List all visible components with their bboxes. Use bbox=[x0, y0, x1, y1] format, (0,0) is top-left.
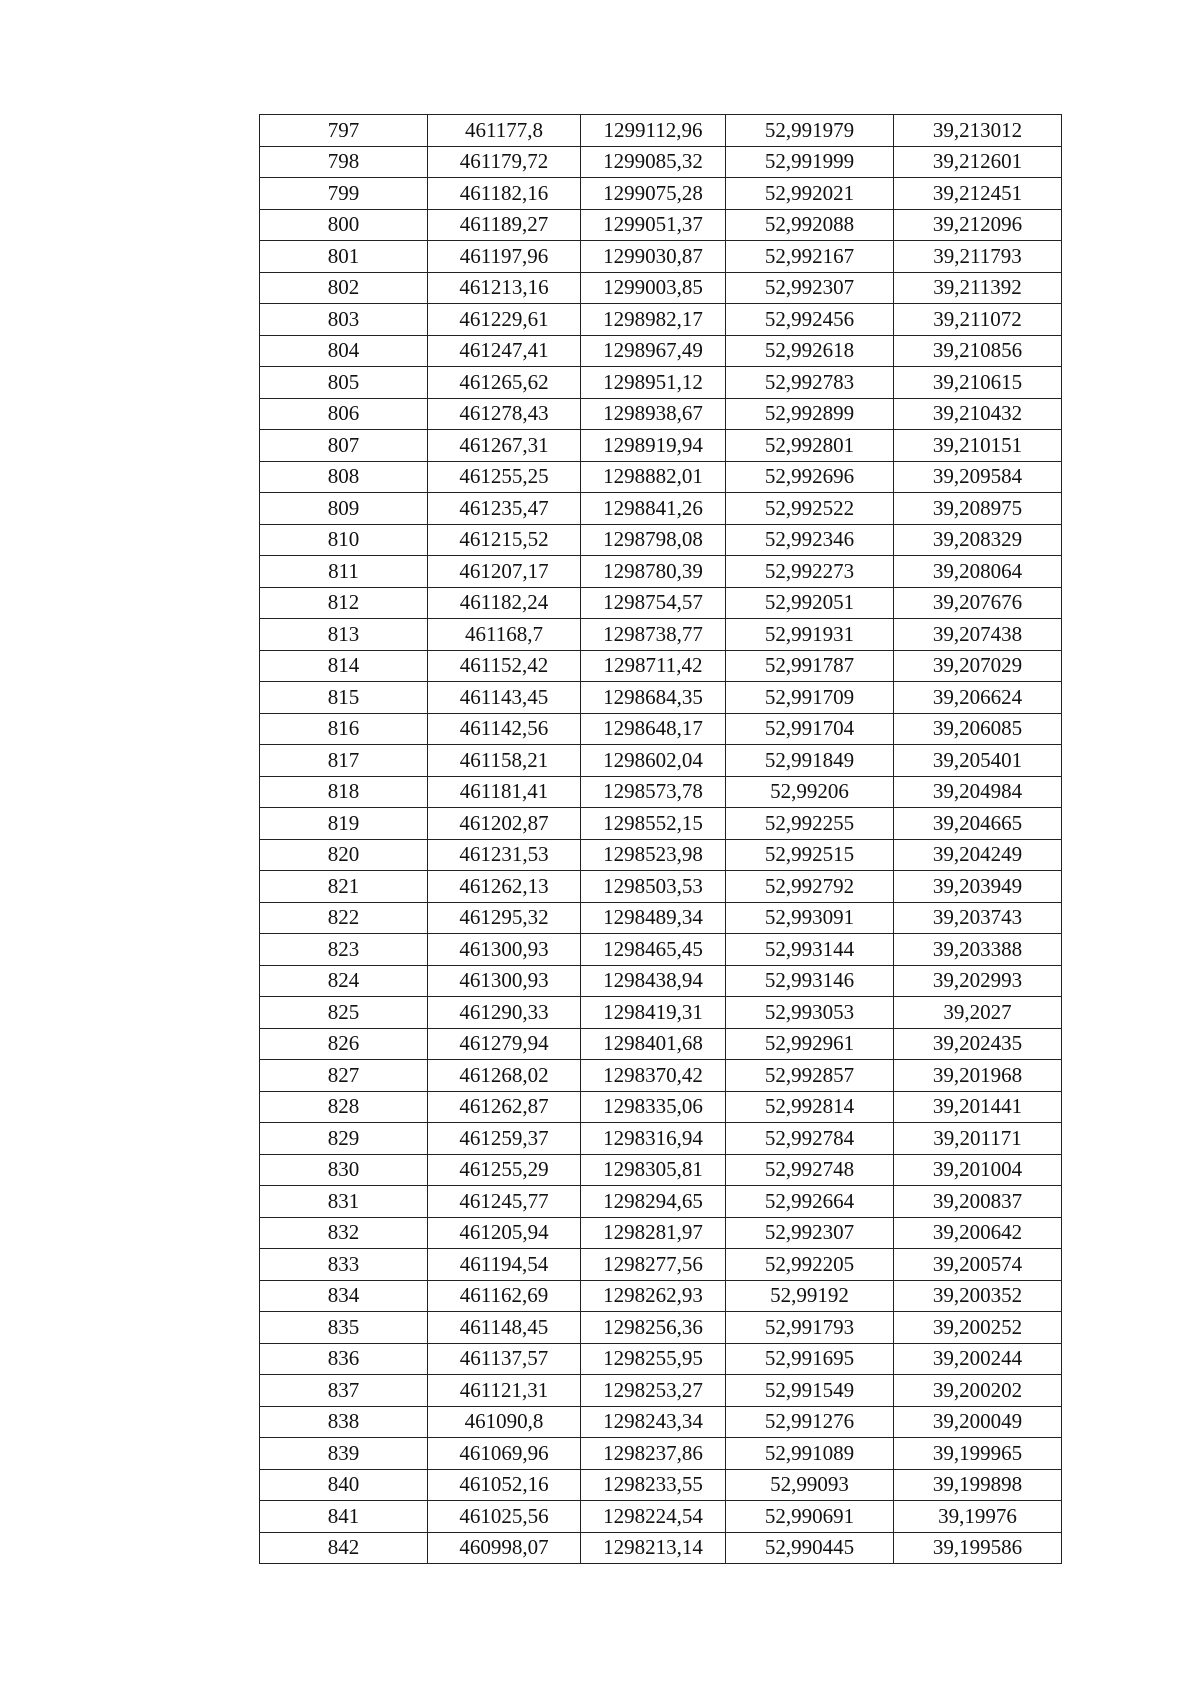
y-coordinate-cell: 1298754,57 bbox=[581, 587, 726, 619]
x-coordinate-cell: 461207,17 bbox=[428, 556, 581, 588]
latitude-cell: 52,992205 bbox=[726, 1249, 894, 1281]
table-row bbox=[260, 1123, 1062, 1155]
latitude-cell: 52,992783 bbox=[726, 367, 894, 399]
table-row bbox=[260, 335, 1062, 367]
longitude-cell: 39,212451 bbox=[894, 178, 1062, 210]
point-number-cell: 813 bbox=[260, 619, 428, 651]
longitude-cell: 39,202435 bbox=[894, 1028, 1062, 1060]
longitude-cell: 39,200202 bbox=[894, 1375, 1062, 1407]
y-coordinate-cell: 1299085,32 bbox=[581, 146, 726, 178]
latitude-cell: 52,993091 bbox=[726, 902, 894, 934]
y-coordinate-cell: 1299112,96 bbox=[581, 115, 726, 147]
longitude-cell: 39,201004 bbox=[894, 1154, 1062, 1186]
y-coordinate-cell: 1298213,14 bbox=[581, 1532, 726, 1564]
point-number-cell: 831 bbox=[260, 1186, 428, 1218]
point-number-cell: 827 bbox=[260, 1060, 428, 1092]
y-coordinate-cell: 1298335,06 bbox=[581, 1091, 726, 1123]
y-coordinate-cell: 1298489,34 bbox=[581, 902, 726, 934]
longitude-cell: 39,208064 bbox=[894, 556, 1062, 588]
table-row bbox=[260, 1186, 1062, 1218]
longitude-cell: 39,200642 bbox=[894, 1217, 1062, 1249]
y-coordinate-cell: 1298841,26 bbox=[581, 493, 726, 525]
x-coordinate-cell: 461262,13 bbox=[428, 871, 581, 903]
latitude-cell: 52,991999 bbox=[726, 146, 894, 178]
point-number-cell: 832 bbox=[260, 1217, 428, 1249]
longitude-cell: 39,200252 bbox=[894, 1312, 1062, 1344]
x-coordinate-cell: 461268,02 bbox=[428, 1060, 581, 1092]
table-row bbox=[260, 146, 1062, 178]
x-coordinate-cell: 461235,47 bbox=[428, 493, 581, 525]
x-coordinate-cell: 461069,96 bbox=[428, 1438, 581, 1470]
x-coordinate-cell: 461197,96 bbox=[428, 241, 581, 273]
y-coordinate-cell: 1298281,97 bbox=[581, 1217, 726, 1249]
point-number-cell: 818 bbox=[260, 776, 428, 808]
point-number-cell: 815 bbox=[260, 682, 428, 714]
latitude-cell: 52,991704 bbox=[726, 713, 894, 745]
latitude-cell: 52,992961 bbox=[726, 1028, 894, 1060]
latitude-cell: 52,991979 bbox=[726, 115, 894, 147]
table-row bbox=[260, 524, 1062, 556]
x-coordinate-cell: 461158,21 bbox=[428, 745, 581, 777]
y-coordinate-cell: 1299003,85 bbox=[581, 272, 726, 304]
latitude-cell: 52,991793 bbox=[726, 1312, 894, 1344]
y-coordinate-cell: 1298938,67 bbox=[581, 398, 726, 430]
y-coordinate-cell: 1298648,17 bbox=[581, 713, 726, 745]
table-row bbox=[260, 776, 1062, 808]
x-coordinate-cell: 461121,31 bbox=[428, 1375, 581, 1407]
y-coordinate-cell: 1298982,17 bbox=[581, 304, 726, 336]
latitude-cell: 52,992307 bbox=[726, 272, 894, 304]
x-coordinate-cell: 461205,94 bbox=[428, 1217, 581, 1249]
longitude-cell: 39,199586 bbox=[894, 1532, 1062, 1564]
latitude-cell: 52,991787 bbox=[726, 650, 894, 682]
latitude-cell: 52,991089 bbox=[726, 1438, 894, 1470]
x-coordinate-cell: 461213,16 bbox=[428, 272, 581, 304]
table-row bbox=[260, 619, 1062, 651]
longitude-cell: 39,206624 bbox=[894, 682, 1062, 714]
longitude-cell: 39,201171 bbox=[894, 1123, 1062, 1155]
x-coordinate-cell: 461179,72 bbox=[428, 146, 581, 178]
x-coordinate-cell: 461300,93 bbox=[428, 934, 581, 966]
point-number-cell: 797 bbox=[260, 115, 428, 147]
latitude-cell: 52,99206 bbox=[726, 776, 894, 808]
table-row bbox=[260, 1217, 1062, 1249]
point-number-cell: 803 bbox=[260, 304, 428, 336]
latitude-cell: 52,993053 bbox=[726, 997, 894, 1029]
point-number-cell: 842 bbox=[260, 1532, 428, 1564]
y-coordinate-cell: 1298780,39 bbox=[581, 556, 726, 588]
y-coordinate-cell: 1298465,45 bbox=[581, 934, 726, 966]
table-row bbox=[260, 1249, 1062, 1281]
coordinates-table-body bbox=[260, 115, 1062, 1564]
point-number-cell: 816 bbox=[260, 713, 428, 745]
longitude-cell: 39,203743 bbox=[894, 902, 1062, 934]
longitude-cell: 39,204249 bbox=[894, 839, 1062, 871]
y-coordinate-cell: 1298738,77 bbox=[581, 619, 726, 651]
point-number-cell: 829 bbox=[260, 1123, 428, 1155]
table-row bbox=[260, 1532, 1062, 1564]
x-coordinate-cell: 460998,07 bbox=[428, 1532, 581, 1564]
longitude-cell: 39,213012 bbox=[894, 115, 1062, 147]
table-row bbox=[260, 1375, 1062, 1407]
y-coordinate-cell: 1298552,15 bbox=[581, 808, 726, 840]
y-coordinate-cell: 1298684,35 bbox=[581, 682, 726, 714]
x-coordinate-cell: 461231,53 bbox=[428, 839, 581, 871]
x-coordinate-cell: 461168,7 bbox=[428, 619, 581, 651]
y-coordinate-cell: 1298305,81 bbox=[581, 1154, 726, 1186]
longitude-cell: 39,208975 bbox=[894, 493, 1062, 525]
latitude-cell: 52,992051 bbox=[726, 587, 894, 619]
point-number-cell: 802 bbox=[260, 272, 428, 304]
point-number-cell: 833 bbox=[260, 1249, 428, 1281]
longitude-cell: 39,207029 bbox=[894, 650, 1062, 682]
x-coordinate-cell: 461090,8 bbox=[428, 1406, 581, 1438]
y-coordinate-cell: 1298262,93 bbox=[581, 1280, 726, 1312]
point-number-cell: 808 bbox=[260, 461, 428, 493]
table-row bbox=[260, 871, 1062, 903]
longitude-cell: 39,200574 bbox=[894, 1249, 1062, 1281]
point-number-cell: 822 bbox=[260, 902, 428, 934]
table-row bbox=[260, 1406, 1062, 1438]
latitude-cell: 52,992307 bbox=[726, 1217, 894, 1249]
longitude-cell: 39,211072 bbox=[894, 304, 1062, 336]
longitude-cell: 39,208329 bbox=[894, 524, 1062, 556]
latitude-cell: 52,992784 bbox=[726, 1123, 894, 1155]
x-coordinate-cell: 461194,54 bbox=[428, 1249, 581, 1281]
x-coordinate-cell: 461265,62 bbox=[428, 367, 581, 399]
table-row bbox=[260, 997, 1062, 1029]
latitude-cell: 52,992088 bbox=[726, 209, 894, 241]
point-number-cell: 828 bbox=[260, 1091, 428, 1123]
latitude-cell: 52,99192 bbox=[726, 1280, 894, 1312]
y-coordinate-cell: 1298233,55 bbox=[581, 1469, 726, 1501]
latitude-cell: 52,992696 bbox=[726, 461, 894, 493]
y-coordinate-cell: 1298243,34 bbox=[581, 1406, 726, 1438]
latitude-cell: 52,991695 bbox=[726, 1343, 894, 1375]
latitude-cell: 52,992792 bbox=[726, 871, 894, 903]
longitude-cell: 39,210856 bbox=[894, 335, 1062, 367]
x-coordinate-cell: 461278,43 bbox=[428, 398, 581, 430]
point-number-cell: 801 bbox=[260, 241, 428, 273]
point-number-cell: 800 bbox=[260, 209, 428, 241]
latitude-cell: 52,992346 bbox=[726, 524, 894, 556]
latitude-cell: 52,992748 bbox=[726, 1154, 894, 1186]
point-number-cell: 817 bbox=[260, 745, 428, 777]
longitude-cell: 39,211392 bbox=[894, 272, 1062, 304]
point-number-cell: 805 bbox=[260, 367, 428, 399]
longitude-cell: 39,211793 bbox=[894, 241, 1062, 273]
latitude-cell: 52,992522 bbox=[726, 493, 894, 525]
y-coordinate-cell: 1298967,49 bbox=[581, 335, 726, 367]
table-row bbox=[260, 1280, 1062, 1312]
longitude-cell: 39,199965 bbox=[894, 1438, 1062, 1470]
latitude-cell: 52,990445 bbox=[726, 1532, 894, 1564]
point-number-cell: 840 bbox=[260, 1469, 428, 1501]
y-coordinate-cell: 1299051,37 bbox=[581, 209, 726, 241]
longitude-cell: 39,200244 bbox=[894, 1343, 1062, 1375]
latitude-cell: 52,99093 bbox=[726, 1469, 894, 1501]
longitude-cell: 39,210432 bbox=[894, 398, 1062, 430]
point-number-cell: 819 bbox=[260, 808, 428, 840]
x-coordinate-cell: 461255,25 bbox=[428, 461, 581, 493]
table-row bbox=[260, 461, 1062, 493]
longitude-cell: 39,205401 bbox=[894, 745, 1062, 777]
x-coordinate-cell: 461245,77 bbox=[428, 1186, 581, 1218]
table-row bbox=[260, 272, 1062, 304]
longitude-cell: 39,206085 bbox=[894, 713, 1062, 745]
x-coordinate-cell: 461182,24 bbox=[428, 587, 581, 619]
x-coordinate-cell: 461262,87 bbox=[428, 1091, 581, 1123]
y-coordinate-cell: 1298316,94 bbox=[581, 1123, 726, 1155]
latitude-cell: 52,991549 bbox=[726, 1375, 894, 1407]
latitude-cell: 52,993146 bbox=[726, 965, 894, 997]
x-coordinate-cell: 461052,16 bbox=[428, 1469, 581, 1501]
point-number-cell: 826 bbox=[260, 1028, 428, 1060]
table-row bbox=[260, 808, 1062, 840]
point-number-cell: 823 bbox=[260, 934, 428, 966]
table-row bbox=[260, 178, 1062, 210]
point-number-cell: 839 bbox=[260, 1438, 428, 1470]
point-number-cell: 820 bbox=[260, 839, 428, 871]
longitude-cell: 39,204665 bbox=[894, 808, 1062, 840]
y-coordinate-cell: 1298919,94 bbox=[581, 430, 726, 462]
x-coordinate-cell: 461267,31 bbox=[428, 430, 581, 462]
y-coordinate-cell: 1298798,08 bbox=[581, 524, 726, 556]
table-row bbox=[260, 115, 1062, 147]
longitude-cell: 39,2027 bbox=[894, 997, 1062, 1029]
x-coordinate-cell: 461148,45 bbox=[428, 1312, 581, 1344]
longitude-cell: 39,210615 bbox=[894, 367, 1062, 399]
longitude-cell: 39,210151 bbox=[894, 430, 1062, 462]
longitude-cell: 39,207676 bbox=[894, 587, 1062, 619]
x-coordinate-cell: 461182,16 bbox=[428, 178, 581, 210]
y-coordinate-cell: 1298602,04 bbox=[581, 745, 726, 777]
point-number-cell: 824 bbox=[260, 965, 428, 997]
longitude-cell: 39,199898 bbox=[894, 1469, 1062, 1501]
longitude-cell: 39,212601 bbox=[894, 146, 1062, 178]
point-number-cell: 835 bbox=[260, 1312, 428, 1344]
table-row bbox=[260, 1501, 1062, 1533]
table-row bbox=[260, 713, 1062, 745]
x-coordinate-cell: 461259,37 bbox=[428, 1123, 581, 1155]
latitude-cell: 52,990691 bbox=[726, 1501, 894, 1533]
table-row bbox=[260, 1091, 1062, 1123]
point-number-cell: 798 bbox=[260, 146, 428, 178]
longitude-cell: 39,201441 bbox=[894, 1091, 1062, 1123]
x-coordinate-cell: 461137,57 bbox=[428, 1343, 581, 1375]
x-coordinate-cell: 461290,33 bbox=[428, 997, 581, 1029]
x-coordinate-cell: 461295,32 bbox=[428, 902, 581, 934]
y-coordinate-cell: 1298882,01 bbox=[581, 461, 726, 493]
x-coordinate-cell: 461300,93 bbox=[428, 965, 581, 997]
table-row bbox=[260, 1312, 1062, 1344]
table-row bbox=[260, 1469, 1062, 1501]
point-number-cell: 830 bbox=[260, 1154, 428, 1186]
x-coordinate-cell: 461142,56 bbox=[428, 713, 581, 745]
table-row bbox=[260, 1060, 1062, 1092]
latitude-cell: 52,992515 bbox=[726, 839, 894, 871]
table-row bbox=[260, 1438, 1062, 1470]
point-number-cell: 799 bbox=[260, 178, 428, 210]
x-coordinate-cell: 461279,94 bbox=[428, 1028, 581, 1060]
latitude-cell: 52,991276 bbox=[726, 1406, 894, 1438]
x-coordinate-cell: 461215,52 bbox=[428, 524, 581, 556]
point-number-cell: 814 bbox=[260, 650, 428, 682]
y-coordinate-cell: 1298401,68 bbox=[581, 1028, 726, 1060]
x-coordinate-cell: 461152,42 bbox=[428, 650, 581, 682]
y-coordinate-cell: 1298503,53 bbox=[581, 871, 726, 903]
y-coordinate-cell: 1298419,31 bbox=[581, 997, 726, 1029]
longitude-cell: 39,203949 bbox=[894, 871, 1062, 903]
coordinates-table bbox=[259, 114, 1062, 1564]
longitude-cell: 39,200049 bbox=[894, 1406, 1062, 1438]
longitude-cell: 39,19976 bbox=[894, 1501, 1062, 1533]
y-coordinate-cell: 1298523,98 bbox=[581, 839, 726, 871]
y-coordinate-cell: 1298438,94 bbox=[581, 965, 726, 997]
longitude-cell: 39,201968 bbox=[894, 1060, 1062, 1092]
latitude-cell: 52,992899 bbox=[726, 398, 894, 430]
point-number-cell: 804 bbox=[260, 335, 428, 367]
table-row bbox=[260, 367, 1062, 399]
table-row bbox=[260, 304, 1062, 336]
point-number-cell: 806 bbox=[260, 398, 428, 430]
x-coordinate-cell: 461189,27 bbox=[428, 209, 581, 241]
y-coordinate-cell: 1298253,27 bbox=[581, 1375, 726, 1407]
y-coordinate-cell: 1299030,87 bbox=[581, 241, 726, 273]
table-row bbox=[260, 934, 1062, 966]
latitude-cell: 52,992814 bbox=[726, 1091, 894, 1123]
latitude-cell: 52,991931 bbox=[726, 619, 894, 651]
x-coordinate-cell: 461229,61 bbox=[428, 304, 581, 336]
y-coordinate-cell: 1298951,12 bbox=[581, 367, 726, 399]
y-coordinate-cell: 1298256,36 bbox=[581, 1312, 726, 1344]
latitude-cell: 52,992801 bbox=[726, 430, 894, 462]
x-coordinate-cell: 461143,45 bbox=[428, 682, 581, 714]
point-number-cell: 809 bbox=[260, 493, 428, 525]
table-row bbox=[260, 1343, 1062, 1375]
x-coordinate-cell: 461255,29 bbox=[428, 1154, 581, 1186]
table-row bbox=[260, 839, 1062, 871]
latitude-cell: 52,991709 bbox=[726, 682, 894, 714]
table-row bbox=[260, 430, 1062, 462]
table-row bbox=[260, 1154, 1062, 1186]
x-coordinate-cell: 461181,41 bbox=[428, 776, 581, 808]
point-number-cell: 825 bbox=[260, 997, 428, 1029]
longitude-cell: 39,200837 bbox=[894, 1186, 1062, 1218]
y-coordinate-cell: 1298255,95 bbox=[581, 1343, 726, 1375]
point-number-cell: 812 bbox=[260, 587, 428, 619]
latitude-cell: 52,992021 bbox=[726, 178, 894, 210]
latitude-cell: 52,992857 bbox=[726, 1060, 894, 1092]
table-row bbox=[260, 902, 1062, 934]
latitude-cell: 52,992273 bbox=[726, 556, 894, 588]
table-row bbox=[260, 965, 1062, 997]
longitude-cell: 39,209584 bbox=[894, 461, 1062, 493]
x-coordinate-cell: 461162,69 bbox=[428, 1280, 581, 1312]
latitude-cell: 52,992456 bbox=[726, 304, 894, 336]
table-row bbox=[260, 556, 1062, 588]
point-number-cell: 807 bbox=[260, 430, 428, 462]
longitude-cell: 39,212096 bbox=[894, 209, 1062, 241]
point-number-cell: 821 bbox=[260, 871, 428, 903]
point-number-cell: 836 bbox=[260, 1343, 428, 1375]
y-coordinate-cell: 1298370,42 bbox=[581, 1060, 726, 1092]
longitude-cell: 39,202993 bbox=[894, 965, 1062, 997]
x-coordinate-cell: 461202,87 bbox=[428, 808, 581, 840]
point-number-cell: 837 bbox=[260, 1375, 428, 1407]
latitude-cell: 52,992618 bbox=[726, 335, 894, 367]
table-row bbox=[260, 493, 1062, 525]
table-row bbox=[260, 745, 1062, 777]
table-row bbox=[260, 398, 1062, 430]
table-row bbox=[260, 209, 1062, 241]
latitude-cell: 52,992664 bbox=[726, 1186, 894, 1218]
latitude-cell: 52,992255 bbox=[726, 808, 894, 840]
longitude-cell: 39,200352 bbox=[894, 1280, 1062, 1312]
point-number-cell: 841 bbox=[260, 1501, 428, 1533]
x-coordinate-cell: 461025,56 bbox=[428, 1501, 581, 1533]
y-coordinate-cell: 1298224,54 bbox=[581, 1501, 726, 1533]
latitude-cell: 52,992167 bbox=[726, 241, 894, 273]
longitude-cell: 39,204984 bbox=[894, 776, 1062, 808]
point-number-cell: 811 bbox=[260, 556, 428, 588]
x-coordinate-cell: 461247,41 bbox=[428, 335, 581, 367]
y-coordinate-cell: 1298237,86 bbox=[581, 1438, 726, 1470]
point-number-cell: 838 bbox=[260, 1406, 428, 1438]
y-coordinate-cell: 1299075,28 bbox=[581, 178, 726, 210]
y-coordinate-cell: 1298573,78 bbox=[581, 776, 726, 808]
table-row bbox=[260, 682, 1062, 714]
longitude-cell: 39,207438 bbox=[894, 619, 1062, 651]
point-number-cell: 810 bbox=[260, 524, 428, 556]
y-coordinate-cell: 1298711,42 bbox=[581, 650, 726, 682]
latitude-cell: 52,991849 bbox=[726, 745, 894, 777]
table-row bbox=[260, 650, 1062, 682]
table-row bbox=[260, 241, 1062, 273]
point-number-cell: 834 bbox=[260, 1280, 428, 1312]
longitude-cell: 39,203388 bbox=[894, 934, 1062, 966]
latitude-cell: 52,993144 bbox=[726, 934, 894, 966]
y-coordinate-cell: 1298294,65 bbox=[581, 1186, 726, 1218]
table-row bbox=[260, 587, 1062, 619]
table-row bbox=[260, 1028, 1062, 1060]
x-coordinate-cell: 461177,8 bbox=[428, 115, 581, 147]
y-coordinate-cell: 1298277,56 bbox=[581, 1249, 726, 1281]
